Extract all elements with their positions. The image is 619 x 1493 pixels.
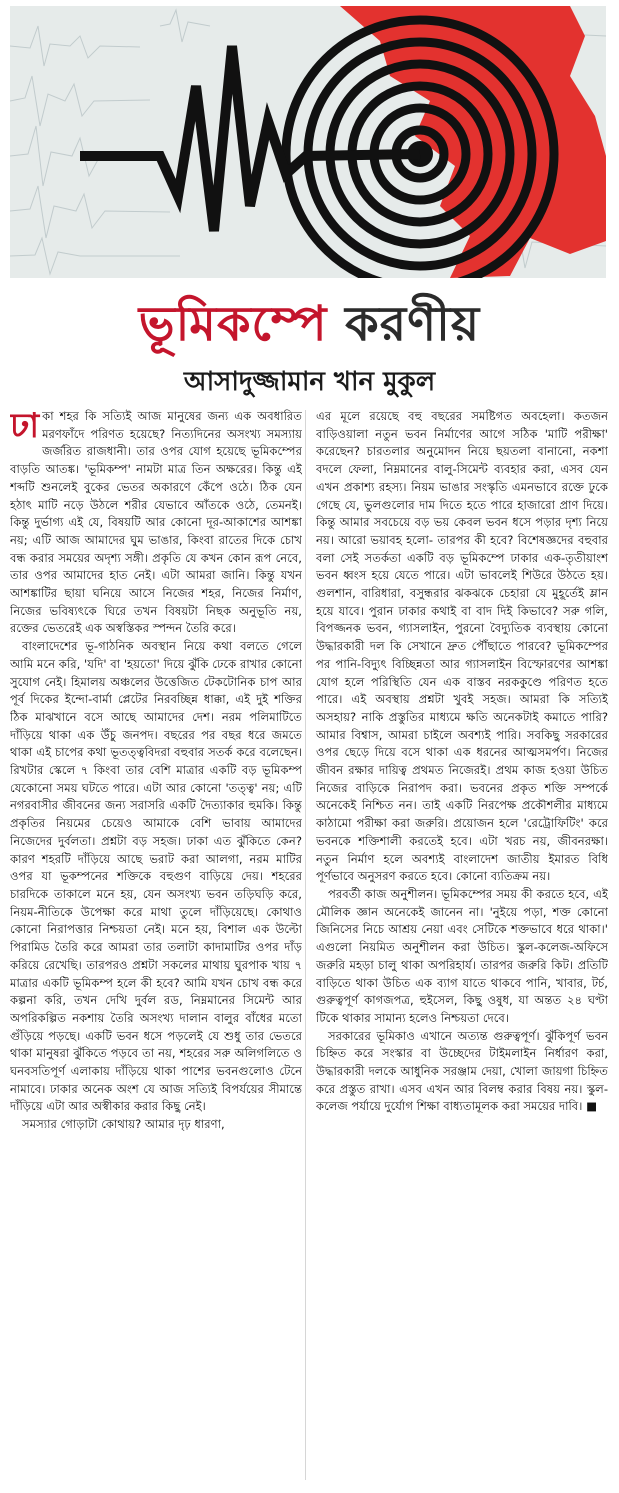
drop-cap: ঢা [10, 408, 40, 446]
paragraph [10, 408, 302, 638]
paragraph: সমস্যার গোড়াটা কোথায়? আমার দৃঢ় ধারণা, [22, 1117, 225, 1132]
paragraph: এর মূলে রয়েছে বহু বছরের সমষ্টিগত অবহেলা। কতজন বাড়িওয়ালা নতুন ভবন নির্মাণের আগে সঠিক 'মাটি পরীক্ষা' করেছেন? চারতলার অনুমোদন নিয়ে ছয়তলা বানানো, নকশা বদলে ফেলা, নিম্নমানের বালু-সিমেন্ট ব্যবহার করা, এসব যেন এখন প্রকাশ্য রহস্য। নিয়ম ভাঙার সংস্কৃতি এমনভাবে রক্তে ঢুকে গেছে যে, ভুলগুলোর দাম দিতে হতে পারে হাজারো প্রাণ দিয়ে। কিন্তু আমার সবচেয়ে বড় ভয় কেবল ভবন ধসে পড়ার দৃশ্য নিয়ে নয়। আরো ভয়াবহ হলো- তারপর কী হবে? বিশেষজ্ঞদের বহুবার বলা সেই সতর্কতা একটি বড় ভূমিকম্পে ঢাকার এক-তৃতীয়াংশ ভবন ধ্বংস হয়ে যেতে পারে। এটা ভাবলেই শিউরে উঠতে হয়। গুলশান, বারিধারা, বসুন্ধরার ঝকঝকে চেহারা যে মুহূর্তেই ম্লান হয়ে যাবে। পুরান ঢাকার কথাই বা বাদ দিই কিভাবে? সরু গলি, বিপজ্জনক ভবন, গ্যাসলাইন, পুরনো বৈদ্যুতিক ব্যবস্থায় কোনো উদ্ধারকারী দল কি সেখানে দ্রুত পৌঁছাতে পারবে? ভূমিকম্পের পর পানি-বিদ্যুৎ বিচ্ছিন্নতা আর গ্যাসলাইন বিস্ফোরণের আশঙ্কা যোগ হলে পরিস্থিতি যেন এক বাস্তব নরককুণ্ডে পরিণত হতে পারে। এই অবস্থায় প্রশ্নটা খুবই সহজ। আমরা কি সত্যিই অসহায়? নাকি প্রস্তুতির মাধ্যমে ক্ষতি অনেকটাই কমাতে পারি? আমার বিশ্বাস, আমরা চাইলে অবশ্যই পারি। সবকিছু সরকারের ওপর ছেড়ে দিয়ে বসে থাকা এক ধরনের আত্মসমর্পণ। নিজের জীবন রক্ষার দায়িত্ব প্রথমত নিজেরই। প্রথম কাজ হওয়া উচিত নিজের বাড়িকে নিরাপদ করা। ভবনের প্রকৃত শক্তি সম্পর্কে অনেকেই নিশ্চিত নন। তাই একটি নিরপেক্ষ প্রকৌশলীর মাধ্যমে কাঠামো পরীক্ষা করা জরুরি। প্রয়োজন হলে 'রেট্রোফিটিং' করে ভবনকে শক্তিশালী করতেই হবে। এটা খরচ নয়, জীবনরক্ষা। নতুন নির্মাণ হলে অবশ্যই বাংলাদেশ জাতীয় ইমারত বিধি পূর্ণভাবে অনুসরণ করতে হবে। কোনো ব্যতিক্রম নয়। [316, 409, 608, 884]
seismograph-epicenter-icon [10, 6, 606, 278]
headline [0, 292, 619, 356]
byline: আসাদুজ্জামান খান মুকুল [183, 367, 436, 397]
hero-image [10, 6, 606, 278]
paragraph: পরবর্তী কাজ অনুশীলন। ভূমিকম্পের সময় কী করতে হবে, এই মৌলিক জ্ঞান অনেকেই জানেন না। 'নুইয়ে পড়া, শক্ত কোনো জিনিসের নিচে আশ্রয় নেয়া এবং সেটিকে শক্তভাবে ধরে থাকা।' এগুলো নিয়মিত অনুশীলন করা উচিত। স্কুল-কলেজ-অফিসে জরুরি মহড়া চালু থাকা অপরিহার্য। তারপর জরুরি কিট। প্রতিটি বাড়িতে থাকা উচিত এক ব্যাগ যাতে থাকবে পানি, খাবার, টর্চ, গুরুত্বপূর্ণ কাগজপত্র, হুইসেল, কিছু ওষুধ, যা অন্তত ২৪ ঘণ্টা টিকে থাকার সামান্য হলেও নিশ্চয়তা দেবে। [316, 886, 608, 1025]
headline-part2: করণীয় [345, 296, 481, 352]
article-body [10, 408, 608, 1483]
article-column-1 [10, 408, 302, 1483]
headline-part1: ভূমিকম্পে [138, 296, 328, 352]
paragraph: বাংলাদেশের ভূ-গাঠনিক অবস্থান নিয়ে কথা বলতে গেলে আমি মনে করি, 'যদি' বা 'হয়তো' দিয়ে ঝুঁকি ঢেকে রাখার কোনো সুযোগ নেই। হিমালয় অঞ্চলের উত্তেজিত টেকটোনিক চাপ আর পূর্ব দিকের ইন্দো-বার্মা প্লেটের নিরবচ্ছিন্ন ধাক্কা, এই দুই শক্তির ঠিক মাঝখানে বসে আছে আমাদের দেশ। নরম পলিমাটিতে দাঁড়িয়ে থাকা এক উঁচু জনপদ। বছরের পর বছর ধরে জমতে থাকা এই চাপের কথা ভূতত্ত্ববিদরা বহুবার সতর্ক করে বলেছেন। রিখটার স্কেলে ৭ কিংবা তার বেশি মাত্রার একটি বড় ভূমিকম্প যেকোনো সময় ঘটতে পারে। এটা আর কোনো 'তত্ত্ব' নয়; এটি নগরবাসীর জীবনের জন্য সরাসরি একটি দৈত্যাকার হুমকি। কিন্তু প্রকৃতির নিয়মের চেয়েও আমাকে বেশি ভাবায় আমাদের নিজেদের দুর্বলতা। প্রশ্নটা বড় সহজ। ঢাকা এত ঝুঁকিতে কেন? কারণ শহরটি দাঁড়িয়ে আছে ভরাট করা আলগা, নরম মাটির ওপর যা ভূকম্পনের শক্তিকে বহুগুণ বাড়িয়ে দেয়। শহরের চারদিকে তাকালে মনে হয়, যেন অসংখ্য ভবন তড়িঘড়ি করে, নিয়ম-নীতিকে উপেক্ষা করে মাথা তুলে দাঁড়িয়েছে। কোথাও কোনো নিরাপত্তার নিশ্চয়তা নেই। মনে হয়, বিশাল এক উল্টো পিরামিড তৈরি করে আমরা তার তলাটা কাদামাটির ওপর দাঁড় করিয়ে রেখেছি। তারপরও প্রশ্নটা সকলের মাথায় ঘুরপাক খায় ৭ মাত্রার একটি ভূমিকম্প হলে কী হবে? আমি যখন চোখ বন্ধ করে কল্পনা করি, তখন দেখি দুর্বল রড, নিম্নমানের সিমেন্ট আর অপরিকল্পিত নকশায় তৈরি অসংখ্য দালান বালুর বাঁধের মতো গুঁড়িয়ে পড়ছে। একটি ভবন ধসে পড়লেই যে শুধু তার ভেতরে থাকা মানুষরা ঝুঁকিতে পড়বে তা নয়, শহরের সরু অলিগলিতে ও ঘনবসতিপূর্ণ এলাকায় দাঁড়িয়ে থাকা পাশের ভবনগুলোও টেনে নামাবে। ঢাকার অনেক অংশ যে আজ সত্যিই বিপর্যয়ের সীমান্তে দাঁড়িয়ে এটা আর অস্বীকার করার কিছু নেই। [10, 639, 302, 1114]
paragraph-text: কা শহর কি সত্যিই আজ মানুষের জন্য এক অবধারিত মরণফাঁদে পরিণত হয়েছে? নিত্যদিনের অসংখ্য সমস্যায় জর্জরিত রাজধানী। তার ওপর যোগ হয়েছে ভূমিকম্পের বাড়তি আতঙ্ক। 'ভূমিকম্প' নামটা মাত্র তিন অক্ষরের। কিন্তু এই শব্দটি শুনলেই বুকের ভেতর অকারণে কেঁপে ওঠে। ঠিক যেন হঠাৎ মাটি নড়ে উঠলে শরীর যেভাবে আঁতকে ওঠে, তেমনই। কিন্তু দুর্ভাগ্য এই যে, বিষয়টি আর কোনো দূর-আকাশের আশঙ্কা নয়; এটি আজ আমাদের ঘুম ভাঙার, কিংবা রাতের দিকে চোখ বন্ধ করার সময়ের অদৃশ্য সঙ্গী। প্রকৃতি যে কখন কোন রূপ নেবে, তার ওপর আমাদের হাত নেই। এটা আমরা জানি। কিন্তু যখন আশঙ্কাটির ছায়া ঘনিয়ে আসে নিজের শহর, নিজের নির্মাণ, নিজের ভবিষ্যৎকে ঘিরে তখন বিষয়টা নিছক অনুভূতি নয়, রক্তের ভেতরেই এক অস্বস্তিকর স্পন্দন তৈরি করে। [10, 409, 302, 636]
article-column-2 [316, 408, 608, 1483]
paragraph: সরকারের ভূমিকাও এখানে অত্যন্ত গুরুত্বপূর্ণ। ঝুঁকিপূর্ণ ভবন চিহ্নিত করে সংস্কার বা উচ্ছেদের টাইমলাইন নির্ধারণ করা, উদ্ধারকারী দলকে আধুনিক সরঞ্জাম দেয়া, খোলা জায়গা চিহ্নিত করে প্রস্তুত রাখা। এসব এখন আর বিলম্ব করার বিষয় নয়। স্কুল-কলেজ পর্যায়ে দুর্যোগ শিক্ষা বাধ্যতামূলক করা সময়ের দাবি। ■ [316, 1028, 608, 1114]
